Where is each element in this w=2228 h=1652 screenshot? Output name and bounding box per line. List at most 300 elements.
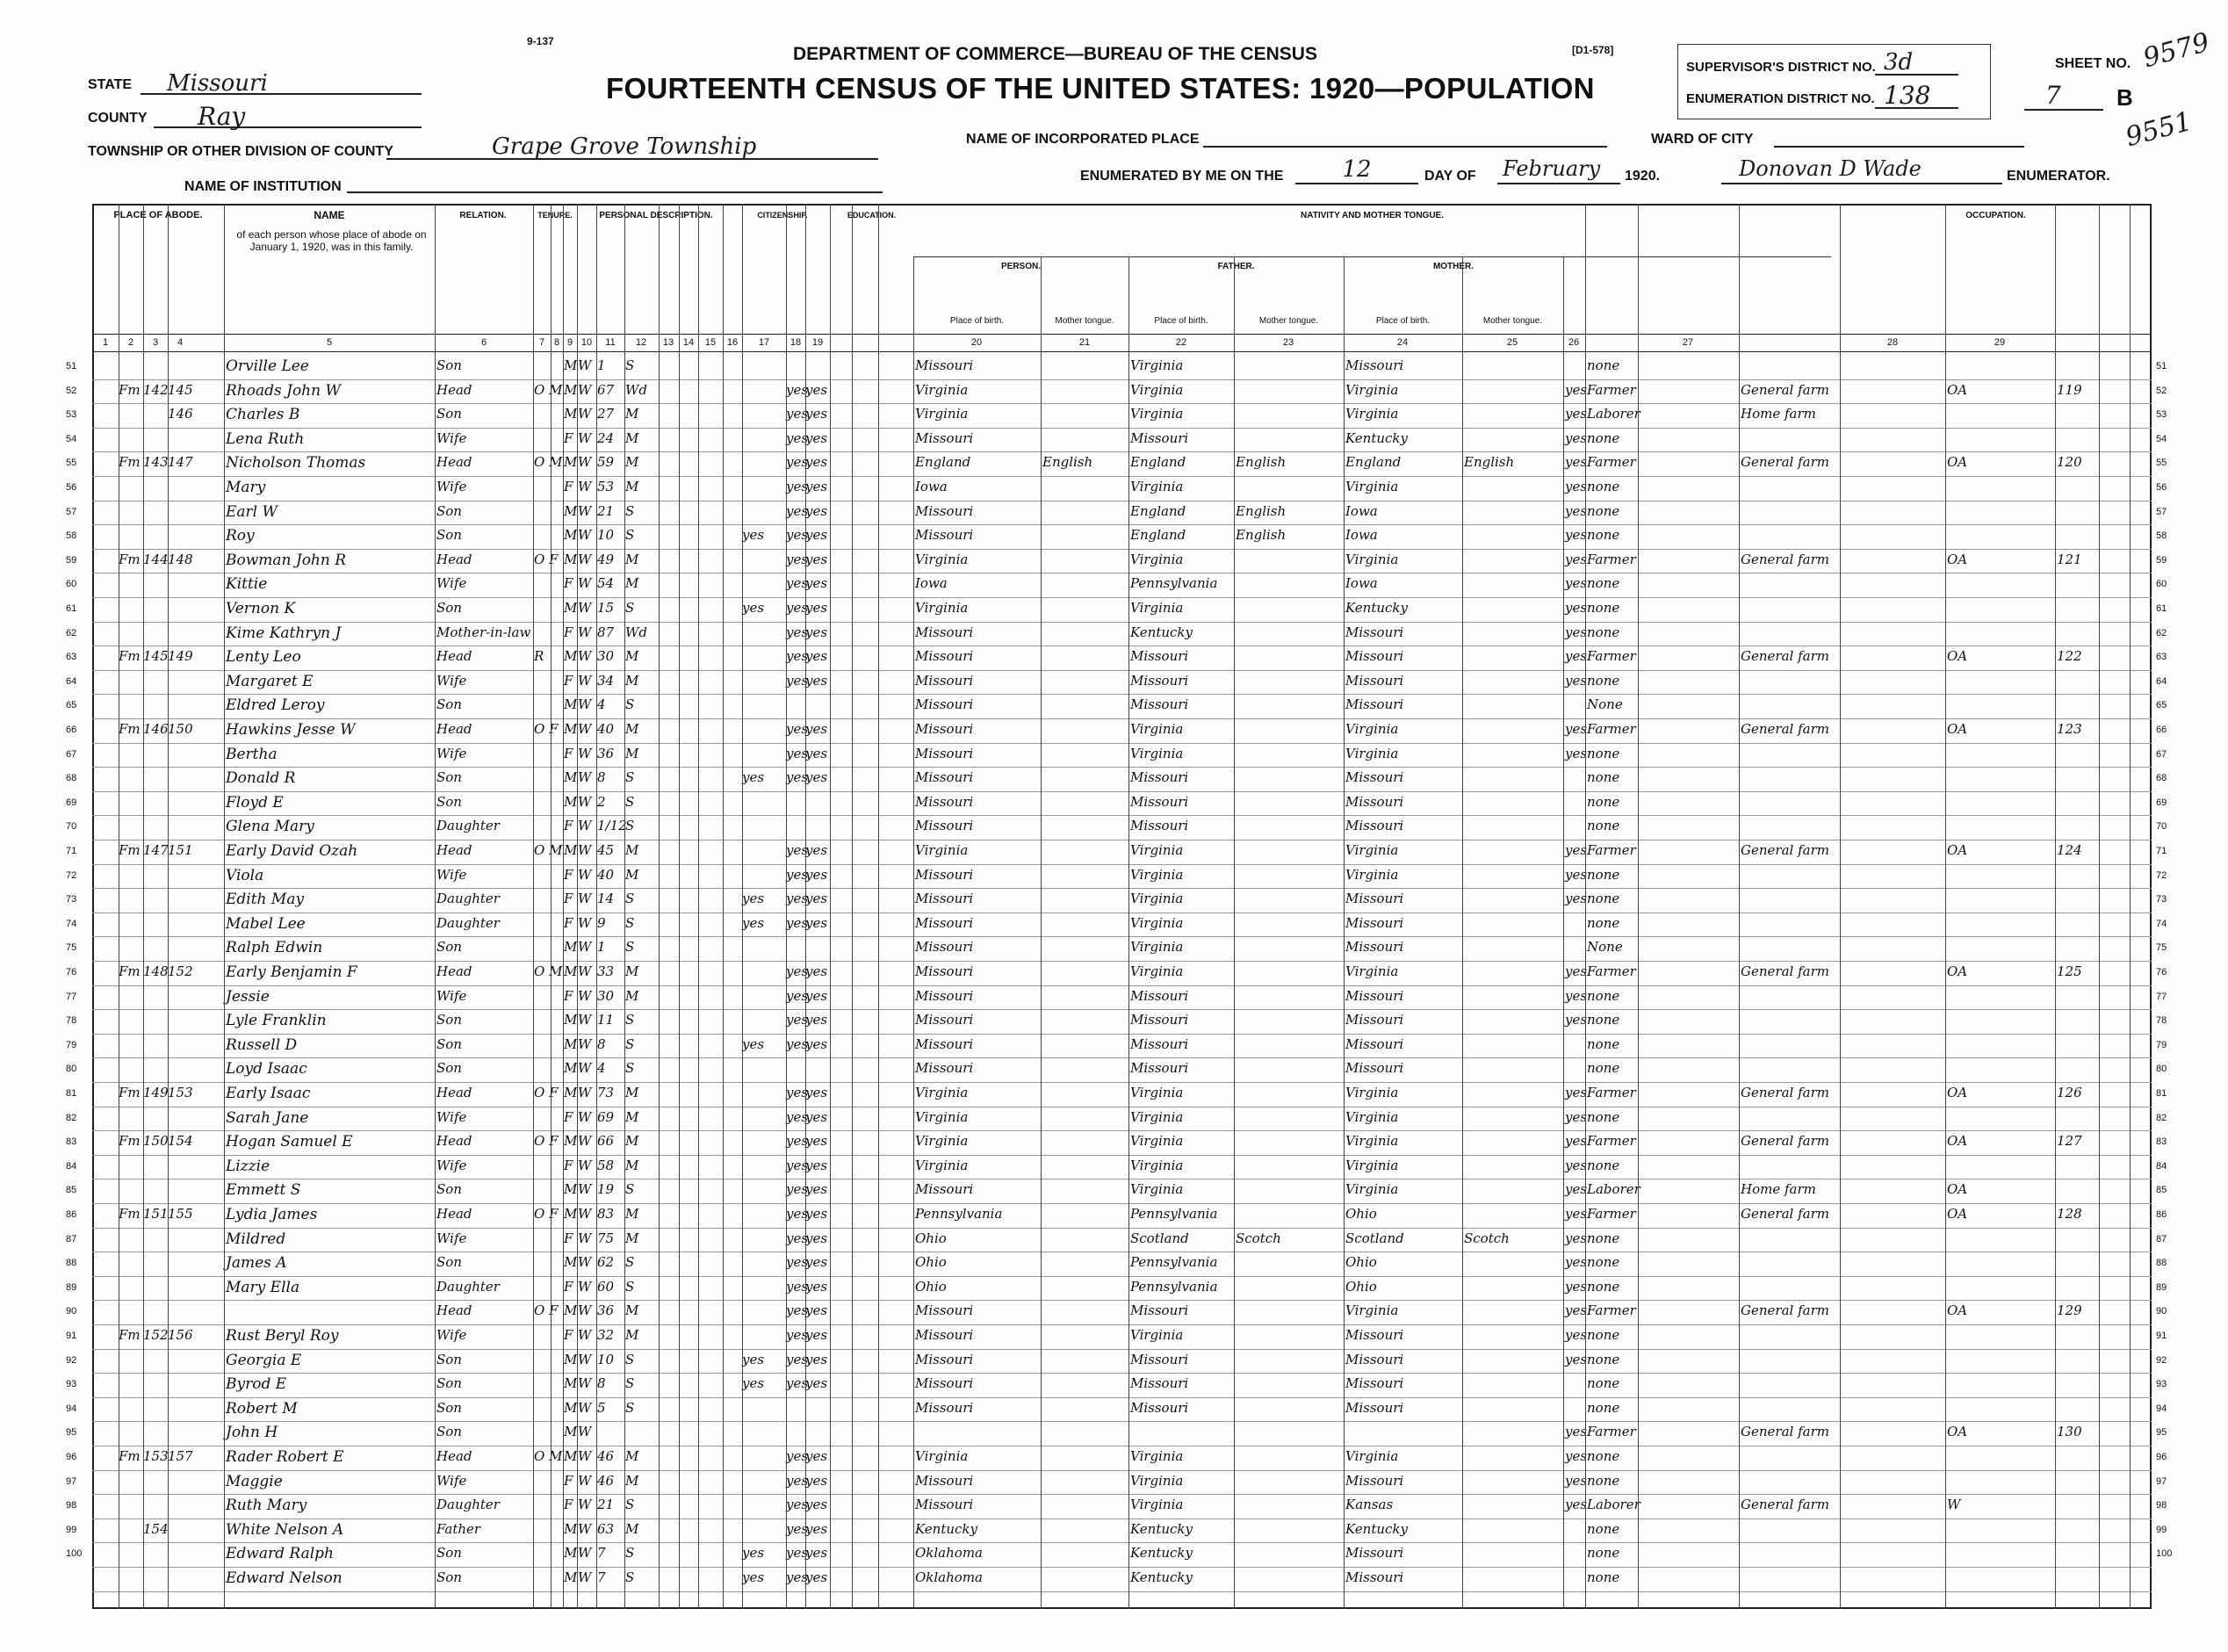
cell-rel: Son [436,527,462,544]
cell-occ: none [1587,769,1620,786]
table-row [66,840,2167,865]
cell-read: yes [786,1497,809,1513]
table-row [66,1421,2167,1446]
cell-age: 40 [597,721,615,737]
county-line [154,102,422,131]
line-number: 90 [66,1306,77,1317]
cell-pb: Missouri [915,1351,974,1367]
line-number: 80 [66,1064,77,1075]
cell-rel: Son [436,357,462,373]
cell-write: yes [805,1472,828,1489]
cell-race: W [578,381,592,398]
cell-age: 14 [597,891,615,907]
cell-fpb: Pennsylvania [1130,575,1218,592]
cell-rel: Daughter [436,1497,500,1513]
cell-rel: Wife [436,672,467,689]
county-value: Ray [198,102,246,131]
cell-fpb: Missouri [1130,818,1189,834]
cell-fpb: Virginia [1130,1108,1184,1125]
table-row [66,791,2167,817]
cell-sex: M [564,1351,578,1367]
table-row [66,1082,2167,1107]
cell-sex: M [564,1254,578,1271]
table-row [66,501,2167,526]
column-number: 5 [326,337,333,348]
cell-rel: Mother-in-law [436,624,531,640]
cell-ind: Home farm [1741,1181,1816,1198]
cell-race: W [578,648,592,665]
cell-age: 15 [597,600,615,616]
line-number: 89 [2156,1281,2167,1293]
cell-ms: M [625,406,639,422]
cell-fpb: Kentucky [1130,1569,1193,1585]
cell-read: yes [786,454,809,471]
cell-pb: Virginia [915,1108,969,1125]
line-number: 62 [2156,627,2167,638]
form-number: 9-137 [527,35,554,47]
cell-occ: Farmer [1587,1133,1636,1150]
cell-name: Orville Lee [226,357,309,375]
cell-race: W [578,527,592,544]
cell-sex: M [564,600,578,616]
cell-name: Kime Kathryn J [226,624,342,642]
cell-pb: Missouri [915,818,974,834]
cell-race: W [578,1035,592,1052]
cell-mpb: Missouri [1345,1375,1404,1392]
column-number: 20 [970,337,983,348]
cell-race: W [578,696,592,713]
subheader-place-of-birth: Place of birth. [949,316,1005,326]
cell-house: Fm [119,381,141,398]
line-number: 71 [66,846,77,856]
column-rule [1344,256,1345,1609]
cell-write: yes [805,624,828,640]
cell-read: yes [786,842,809,858]
cell-pb: Missouri [915,696,974,713]
cell-age: 54 [597,575,615,592]
cell-name: Loyd Isaac [226,1060,307,1078]
table-row [66,1494,2167,1519]
cell-sex: M [564,381,578,398]
line-number: 78 [2156,1015,2167,1027]
cell-fpb: Missouri [1130,1012,1189,1028]
cell-pb: Iowa [915,479,948,494]
cell-pb: England [915,454,971,471]
cell-cl: OA [1947,381,1968,398]
table-row [66,1349,2167,1374]
cell-house: Fm [119,1448,141,1464]
line-number: 69 [66,797,77,808]
cell-race: W [578,502,592,519]
cell-ms: M [625,987,639,1004]
cell-sex: F [564,1230,573,1246]
cell-own: R [534,648,544,665]
table-row [66,1300,2167,1325]
cell-write: yes [805,575,828,592]
cell-sex: M [564,721,578,737]
line-number: 83 [66,1136,77,1148]
cell-fmt: English [1236,454,1287,471]
cell-fpb: Missouri [1130,1035,1189,1052]
column-rule [698,204,699,1609]
cell-write: yes [805,1327,828,1343]
cell-fpb: Virginia [1130,939,1184,956]
cell-race: W [578,1012,592,1028]
line-number: 73 [66,894,77,905]
cell-race: W [578,818,592,834]
cell-fpb: Virginia [1130,721,1184,737]
cell-age: 2 [597,793,606,810]
cell-house: Fm [119,842,141,858]
line-number: 95 [2156,1427,2167,1439]
cell-fam: 146 [168,406,193,422]
cell-mpb: Missouri [1345,891,1404,907]
cell-read: yes [786,1108,809,1125]
column-number: 8 [553,337,560,348]
cell-ms: S [625,1278,635,1295]
cell-read: yes [786,1472,809,1489]
line-number: 75 [2156,942,2167,954]
cell-eng: yes [1565,866,1588,883]
column-rule [786,204,787,1609]
cell-fpb: Virginia [1130,1497,1184,1513]
cell-ms: S [625,1545,635,1562]
cell-race: W [578,454,592,471]
cell-fpb: Scotland [1130,1230,1189,1246]
cell-ms: S [625,1035,635,1052]
line-number: 85 [2156,1185,2167,1196]
cell-age: 8 [597,1375,606,1392]
cell-dw: 153 [143,1448,169,1464]
line-number: 59 [2156,554,2167,566]
cell-ms: M [625,575,639,592]
cell-rel: Head [436,551,472,567]
cell-age: 73 [597,1085,615,1100]
cell-name: Rust Beryl Roy [226,1327,339,1345]
cell-att: yes [742,600,765,616]
cell-age: 30 [597,987,615,1004]
subheader-place-of-birth: Place of birth. [1154,316,1208,326]
column-number: 28 [1886,337,1899,348]
cell-sex: M [564,648,578,665]
cell-pb: Missouri [915,914,974,931]
cell-occ: none [1587,818,1620,834]
cell-occ: Farmer [1587,648,1636,665]
table-row [66,1179,2167,1204]
cell-eng: yes [1565,1302,1588,1319]
cell-sex: F [564,672,573,689]
state-label: STATE [88,77,133,92]
cell-pb: Virginia [915,1448,969,1464]
cell-fpb: Kentucky [1130,624,1193,640]
cell-mpb: Virginia [1345,1108,1399,1125]
cell-name: Lenty Leo [226,648,301,667]
column-number: 15 [704,337,717,348]
cell-name: Kittie [226,575,268,594]
cell-fmt: English [1236,527,1287,544]
cell-read: yes [786,1520,809,1537]
cell-mpb: Missouri [1345,696,1404,713]
cell-race: W [578,939,592,956]
cell-occ: none [1587,987,1620,1004]
column-rule [913,256,914,1609]
cell-pb: Missouri [915,939,974,956]
cell-write: yes [805,479,828,494]
cell-age: 21 [597,1497,615,1513]
cell-read: yes [786,891,809,907]
cell-ms: M [625,454,639,471]
cell-mpb: Missouri [1345,1012,1404,1028]
line-number: 61 [66,603,77,614]
cell-occ: none [1587,1012,1620,1028]
cell-rel: Head [436,648,472,665]
column-rule [168,204,169,1609]
cell-race: W [578,1569,592,1585]
cell-eng: yes [1565,1497,1588,1513]
column-number: 11 [605,337,616,348]
line-number: 66 [66,725,77,735]
line-number: 71 [2156,846,2167,856]
cell-ind: General farm [1741,1497,1829,1513]
cell-write: yes [805,1278,828,1295]
cell-pb: Missouri [915,1472,974,1489]
cell-sex: F [564,745,573,761]
cell-age: 59 [597,454,615,471]
table-row [66,597,2167,623]
cell-ms: M [625,672,639,689]
section-occupation: OCCUPATION. [1965,211,2026,220]
cell-write: yes [805,648,828,665]
cell-occ: none [1587,527,1620,544]
table-row [66,1324,2167,1350]
column-number: 27 [1682,337,1694,348]
cell-age: 4 [597,1060,606,1077]
cell-pb: Missouri [915,1181,974,1198]
cell-sex: M [564,1181,578,1198]
cell-fpb: Virginia [1130,406,1184,422]
line-number: 52 [66,385,77,396]
line-number: 78 [66,1015,77,1027]
column-number: 29 [1994,337,2006,348]
cell-race: W [578,1545,592,1562]
cell-rel: Head [436,721,472,737]
cell-ms: S [625,1060,635,1077]
cell-age: 34 [597,672,615,689]
supervisor-label: SUPERVISOR'S DISTRICT NO. [1686,60,1876,75]
cell-fpb: Virginia [1130,866,1184,883]
cell-name: Eldred Leroy [226,696,325,715]
cell-read: yes [786,866,809,883]
cell-eng: yes [1565,1012,1588,1028]
cell-ms: M [625,1230,639,1246]
cell-ms: M [625,1327,639,1343]
table-row [66,815,2167,840]
cell-att: yes [742,914,765,931]
line-number: 100 [66,1548,83,1560]
cell-race: W [578,914,592,931]
cell-mpb: Virginia [1345,1302,1399,1319]
sheet-suffix: B [2116,84,2133,111]
cell-house: Fm [119,1206,141,1222]
cell-mt: English [1042,454,1093,471]
line-number: 72 [2156,869,2167,881]
cell-write: yes [805,429,828,446]
cell-pb: Missouri [915,1035,974,1052]
line-number: 57 [66,506,77,517]
name-description: of each person whose place of abode on January 1, 1920, was in this family. [236,228,427,253]
cell-rel: Son [436,1569,462,1585]
column-rule [805,204,806,1609]
cell-race: W [578,1278,592,1295]
cell-name: Earl W [226,502,278,521]
cell-age: 9 [597,914,606,931]
cell-write: yes [805,1351,828,1367]
cell-race: W [578,1181,592,1198]
cell-eng: yes [1565,1351,1588,1367]
cell-race: W [578,963,592,979]
cell-mpb: Kentucky [1345,1520,1408,1537]
cell-pb: Ohio [915,1254,947,1271]
cell-rel: Son [436,1375,462,1392]
cell-race: W [578,1375,592,1392]
cell-fam: 149 [168,648,193,665]
cell-pb: Missouri [915,1327,974,1343]
cell-occ: Farmer [1587,1085,1636,1100]
cell-pb: Missouri [915,1012,974,1028]
line-number: 81 [2156,1088,2167,1099]
cell-farm: 128 [2057,1206,2082,1222]
section-name: NAME [314,209,345,221]
cell-sex: F [564,987,573,1004]
cell-age: 27 [597,406,615,422]
table-row [66,888,2167,913]
cell-pb: Virginia [915,842,969,858]
cell-ind: General farm [1741,1133,1829,1150]
cell-eng: yes [1565,381,1588,398]
cell-race: W [578,1302,592,1319]
state-line [141,70,422,95]
cell-pb: Virginia [915,1133,969,1150]
cell-cl: OA [1947,454,1968,471]
cell-race: W [578,793,592,810]
cell-fpb: Kentucky [1130,1545,1193,1562]
cell-fpb: Virginia [1130,551,1184,567]
cell-fam: 148 [168,551,193,567]
cell-occ: Farmer [1587,1206,1636,1222]
cell-rel: Son [436,1254,462,1271]
cell-fam: 152 [168,963,193,979]
table-row [66,961,2167,986]
cell-name: Donald R [226,769,296,788]
cell-ms: S [625,1399,635,1416]
cell-fpb: Missouri [1130,672,1189,689]
cell-ms: S [625,818,635,834]
cell-own: O M [534,1448,563,1464]
cell-own: O M [534,842,563,858]
cell-sex: M [564,1206,578,1222]
cell-age: 4 [597,696,606,713]
cell-sex: M [564,769,578,786]
table-row [66,355,2167,380]
cell-age: 19 [597,1181,615,1198]
cell-race: W [578,1399,592,1416]
cell-name: Ralph Edwin [226,939,323,957]
cell-house: Fm [119,1085,141,1100]
cell-race: W [578,842,592,858]
cell-read: yes [786,914,809,931]
cell-cl: OA [1947,1133,1968,1150]
table-row [66,476,2167,501]
table-row [66,1446,2167,1471]
table-row [66,1397,2167,1423]
cell-occ: none [1587,1278,1620,1295]
column-rule [533,204,534,1609]
cell-dw: 152 [143,1327,169,1343]
table-row [66,549,2167,574]
cell-fam: 153 [168,1085,193,1100]
line-number: 67 [2156,748,2167,760]
cell-dw: 151 [143,1206,169,1222]
cell-write: yes [805,527,828,544]
cell-mpb: Missouri [1345,624,1404,640]
table-row [66,1252,2167,1277]
cell-write: yes [805,551,828,567]
line-number: 60 [66,579,77,590]
cell-mpb: Missouri [1345,648,1404,665]
cell-mpb: Missouri [1345,1472,1404,1489]
cell-write: yes [805,1133,828,1150]
cell-farm: 123 [2057,721,2082,737]
cell-house: Fm [119,1133,141,1150]
cell-dw: 145 [143,648,169,665]
table-row [66,1373,2167,1398]
cell-occ: Farmer [1587,381,1636,398]
column-rule [551,204,552,1609]
cell-dw: 144 [143,551,169,567]
cell-cl: OA [1947,721,1968,737]
cell-write: yes [805,1181,828,1198]
column-number: 10 [580,337,593,348]
line-number: 96 [2156,1452,2167,1462]
cell-name: Edward Ralph [226,1545,334,1563]
cell-name: Charles B [226,406,300,424]
subheader-mother-tongue: Mother tongue. [1055,316,1114,326]
cell-write: yes [805,1157,828,1173]
cell-sex: M [564,1302,578,1319]
table-row [66,1057,2167,1083]
cell-occ: none [1587,624,1620,640]
cell-name: Floyd E [226,793,284,812]
cell-cl: W [1947,1497,1961,1513]
cell-eng: yes [1565,527,1588,544]
table-row [66,1542,2173,1568]
cell-mpb: Virginia [1345,866,1399,883]
cell-sex: M [564,1012,578,1028]
cell-fam: 145 [168,381,193,398]
cell-occ: none [1587,1569,1620,1585]
cell-ind: General farm [1741,842,1829,858]
cell-age: 36 [597,1302,615,1319]
cell-occ: Farmer [1587,721,1636,737]
cell-name: Viola [226,866,264,884]
cell-sex: F [564,1157,573,1173]
table-row [66,1107,2167,1132]
line-number: 52 [2156,385,2167,396]
cell-mpb: Virginia [1345,745,1399,761]
month-line [1497,156,1620,184]
cell-age: 62 [597,1254,615,1271]
line-number: 84 [2156,1160,2167,1172]
